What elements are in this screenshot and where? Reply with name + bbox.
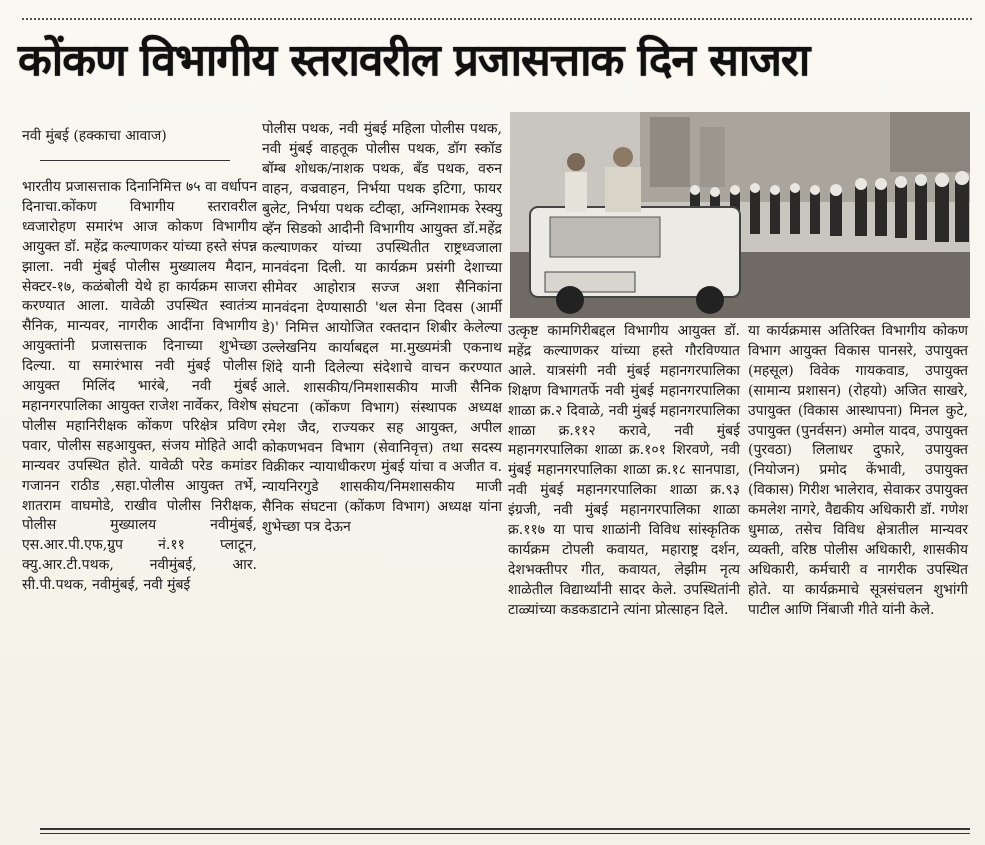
dateline-rule (40, 160, 230, 161)
article-column-4: या कार्यक्रमास अतिरिक्त विभागीय कोकण विभाग आयुक्त विकास पानसरे, उपायुक्त (महसूल) विवेक गायकवाड, उपायुक्त (सामान्य प्रशासन) (रोहयो) अजित साखरे, उपायुक्त (विकास आस्थापना) मिनल कुटे, उपायुक्त (पुनर्वसन) अमोल यादव, उपायुक्त (पुरवठा) लिलाधर दुफारे, उपायुक्त (नियोजन) प्रमोद केंभावी, उपायुक्त (विकास) गिरीश भालेराव, सेवाकर उपायुक्त कमलेश नागरे, वैद्यकीय अधिकारी डॉ. गणेश धुमाळ, तसेच विविध क्षेत्रातील मान्यवर व्यक्ती, वरिष्ठ पोलीस अधिकारी, शासकीय अधिकारी, कर्मचारी व नागरीक उपस्थित होते. या कार्यक्रमाचे सूत्रसंचलन शुभांगी पाटील आणि निंबाजी गीते यांनी केले. (748, 323, 968, 618)
bottom-rule (40, 828, 970, 834)
dateline: नवी मुंबई (हक्काचा आवाज) (22, 128, 167, 144)
article-column-3: उत्कृष्ट कामगिरीबद्दल विभागीय आयुक्त डॉ. महेंद्र कल्याणकर यांच्या हस्ते गौरविण्यात आले. यात्रसंगी नवी मुंबई महानगरपालिका शिक्षण विभागतर्फे नवी मुंबई महानगरपालिका शाळा क्र.२ दिवाळे, नवी मुंबई महानगरपालिका शाळा क्र.११२ करावे, नवी मुंबई महानगरपालिका शाळा क्र.१०१ शिरवणे, नवी मुंबई महानगरपालिका शाळा क्र.१८ सानपाडा, नवी मुंबई महानगरपालिका शाळा क्र.९३ इंग्रजी, नवी मुंबई महानगरपालिका शाळा क्र.११७ या पाच शाळांनी विविध सांस्कृतिक कार्यक्रम टोपली कवायत, महाराष्ट्र दर्शन, देशभक्तीपर गीत, कवायत, लेझीम नृत्य शाळेतील विद्यार्थ्यांनी सादर केले. उपस्थितांनी टाळ्यांच्या कडकडाटाने त्यांना प्रोत्साहन दिले. (508, 323, 741, 618)
article-column-1: भारतीय प्रजासत्ताक दिनानिमित्त ७५ वा वर्धापन दिनाचा.कोंकण विभागीय स्तरावरील ध्वजारोहण समारंभ आज कोकण विभागीय आयुक्त डॉ. महेंद्र कल्याणकर यांच्या हस्ते संपन्न झाला. नवी मुंबई पोलीस मुख्यालय मैदान, सेक्टर-१७, कळंबोली येथे हा कार्यक्रम साजरा करण्यात आला. यावेळी उपस्थित स्वातंत्र्य सैनिक, मान्यवर, नागरीक आदींना विभागीय आयुक्तांनी प्रजासत्ताक दिनाच्या शुभेच्छा दिल्या. या समारंभास नवी मुंबई पोलीस आयुक्त मिलिंद भारंबे, नवी मुंबई महानगरपालिका आयुक्त राजेश नार्वेकर, विशेष पोलीस महानिरीक्षक कोंकण परिक्षेत्र प्रविण पवार, पोलीस सहआयुक्त, संजय मोहिते आदी मान्यवर उपस्थित होते. यावेळी परेड कमांडर गजानन राठीड ,सहा.पोलीस आयुक्त तर्भे, शातराम वाघमोडे, राखीव पोलीस निरीक्षक, पोलीस मुख्यालय नवीमुंबई, एस.आर.पी.एफ,ग्रुप नं.११ प्लाटून, क्यु.आर.टी.पथक, नवीमुंबई, आर. सी.पी.पथक, नवीमुंबई, नवी मुंबई (22, 179, 257, 594)
parade-photo-icon (510, 112, 970, 318)
headline: कोंकण विभागीय स्तरावरील प्रजासत्ताक दिन साजरा (18, 35, 810, 86)
article-column-2: पोलीस पथक, नवी मुंबई महिला पोलीस पथक, नवी मुंबई वाहतूक पोलीस पथक, डॉग स्कॉड बॉम्ब शोधक/नाशक पथक, बँड पथक, वरुन वाहन, वज्रवाहन, निर्भया पथक इटिगा, फायर बुलेट, निर्भया पथक व्टीव्हा, अग्निशामक रेस्क्यु व्हॅन सिडको आदीनी विभागीय आयुक्त डॉ.महेंद्र कल्याणकर यांच्या उपस्थितीत राष्ट्रध्वजाला मानवंदना दिली. या कार्यक्रम प्रसंगी देशाच्या सीमेवर आहोरात्र सज्ज अशा सैनिकांना मानवंदना देण्यासाठी 'थल सेना दिवस (आर्मी डे)' निमित्त आयोजित रक्तदान शिबीर केलेल्या उल्लेखनिय कार्याबद्दल मा.मुख्यमंत्री एकनाथ शिंदे यानी दिलेल्या संदेशाचे वाचन करण्यात आले. शासकीय/निमशासकीय माजी सैनिक संघटना (कोंकण विभाग) संस्थापक अध्यक्ष रमेश जैद, राज्यकर सह आयुक्त, अपील कोकणभवन विभाग (सेवानिवृत्त) तथा सदस्य विक्रीकर न्यायाधीकरण मुंबई यांचा व अजीत व. न्यायनिरगुडे शासकीय/निमशासकीय माजी सैनिक संघटना (कोंकण विभाग) अध्यक्ष यांना शुभेच्छा पत्र देऊन (262, 121, 502, 536)
top-dotted-border (22, 18, 972, 20)
parade-photo (510, 112, 970, 318)
